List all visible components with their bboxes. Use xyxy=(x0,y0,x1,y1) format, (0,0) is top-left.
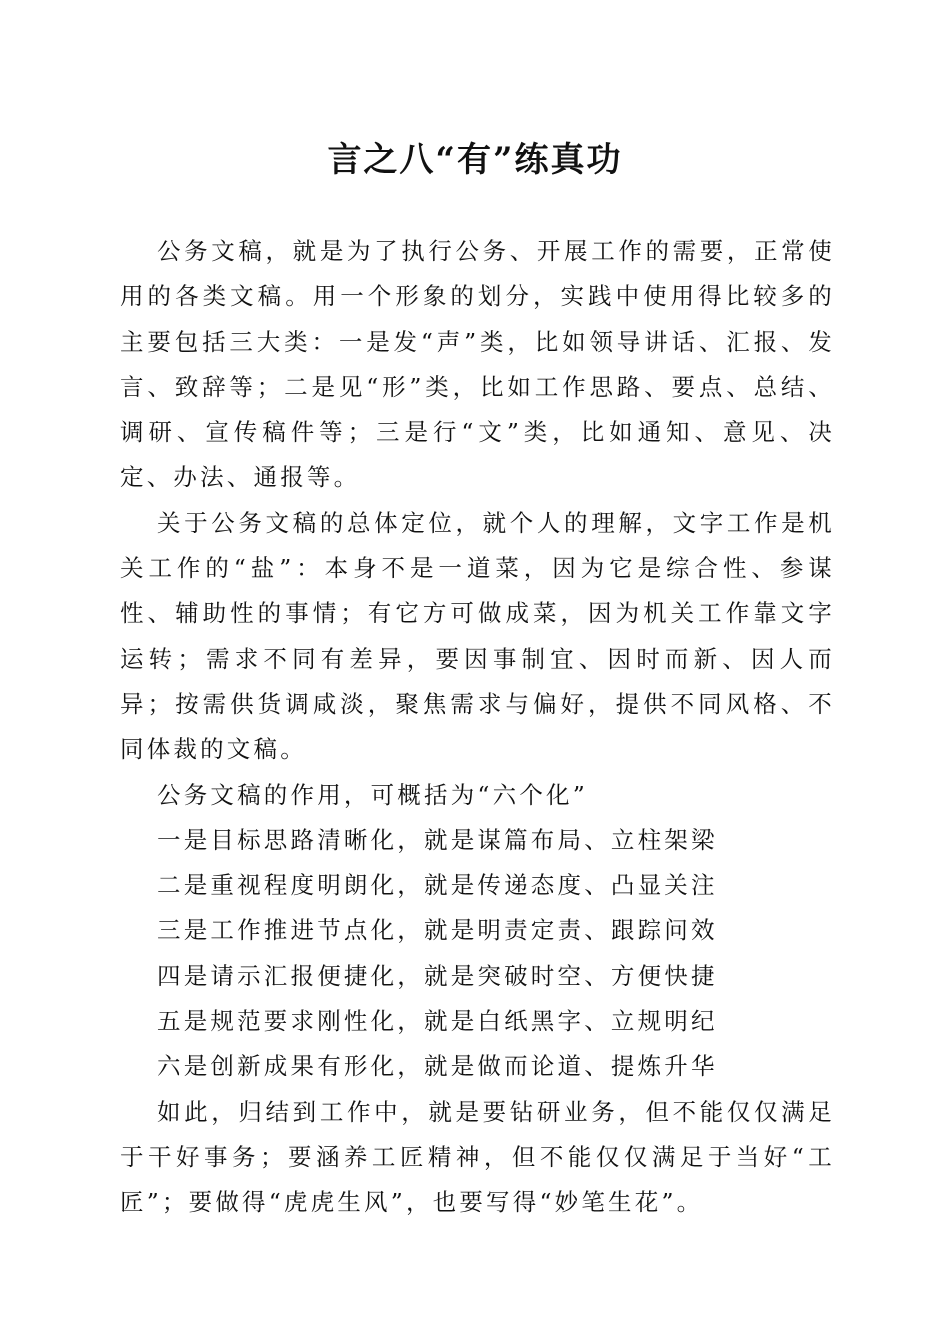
paragraph-definition: 公务文稿，就是为了执行公务、开展工作的需要，正常使用的各类文稿。用一个形象的划分，实践中使用得比较多的主要包括三大类：一是发“声”类，比如领导讲话、汇报、发言、致辞等；二是见“形”类，比如工作思路、要点、总结、调研、宣传稿件等；三是行“文”类，比如通知、意见、决定、办法、通报等。 xyxy=(120,237,835,492)
list-item: 五是规范要求刚性化，就是白纸黑字、立规明纪 xyxy=(157,1007,718,1036)
document-title: 言之八“有”练真功 xyxy=(327,140,623,180)
list-item: 六是创新成果有形化，就是做而论道、提炼升华 xyxy=(157,1052,718,1081)
list-item: 二是重视程度明朗化，就是传递态度、凸显关注 xyxy=(157,871,718,900)
list-item: 一是目标思路清晰化，就是谋篇布局、立柱架梁 xyxy=(157,825,718,854)
list-intro: 公务文稿的作用，可概括为“六个化” xyxy=(157,780,588,809)
list-item: 三是工作推进节点化，就是明责定责、跟踪问效 xyxy=(157,916,718,945)
paragraph-conclusion: 如此，归结到工作中，就是要钻研业务，但不能仅仅满足于干好事务；要涵养工匠精神，但不能仅仅满足于当好“工匠”；要做得“虎虎生风”，也要写得“妙笔生花”。 xyxy=(120,1097,835,1217)
document-body xyxy=(120,229,835,1226)
paragraph-positioning: 关于公务文稿的总体定位，就个人的理解，文字工作是机关工作的“盐”：本身不是一道菜，因为它是综合性、参谋性、辅助性的事情；有它方可做成菜，因为机关工作靠文字运转；需求不同有差异，要因事制宜、因时而新、因人而异；按需供货调咸淡，聚焦需求与偏好，提供不同风格、不同体裁的文稿。 xyxy=(120,508,835,764)
list-item: 四是请示汇报便捷化，就是突破时空、方便快捷 xyxy=(157,961,718,990)
